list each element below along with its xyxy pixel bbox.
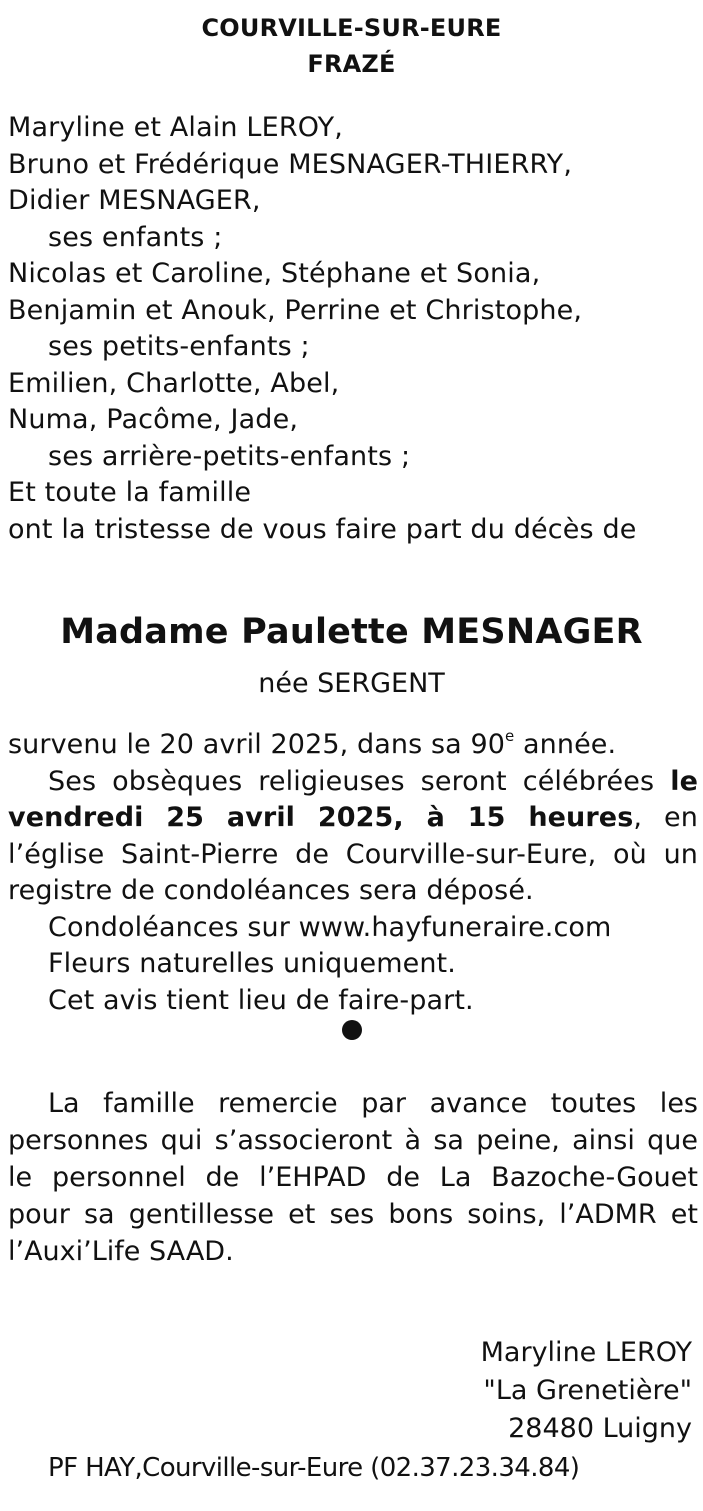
deceased-name: Madame Paulette MESNAGER (60, 612, 643, 652)
family-line: Maryline et Alain LEROY, (8, 112, 344, 143)
funeral-details (8, 727, 698, 1019)
thanks-text: La famille remercie par avance toutes les personnes qui s’associeront à sa peine, ainsi que le personnel de l’EHPAD de La Bazoche-Gouet pour sa gentillesse et ses bons soins, l’ADMR et l’Auxi’Life SAAD. (8, 1088, 698, 1267)
family-line: Bruno et Frédérique MESNAGER-THIERRY, (8, 148, 573, 180)
location-heading-secondary: FRAZÉ (307, 50, 396, 78)
ordinal-suffix: e (505, 727, 515, 745)
family-line: Numa, Pacôme, Jade, (8, 404, 299, 435)
funeral-datetime: le vendredi 25 avril 2025, à 15 heures (8, 765, 698, 833)
family-line: Benjamin et Anouk, Perrine et Christophe, (8, 294, 583, 326)
thanks-paragraph (8, 1085, 698, 1270)
location-heading-primary: COURVILLE-SUR-EURE (201, 14, 502, 42)
announcement-line: ont la tristesse de vous faire part du décès de (8, 513, 637, 545)
family-list (8, 110, 698, 548)
signature-place: "La Grenetière" (483, 1375, 692, 1406)
funeral-text: Ses obsèques religieuses seront célébrées (48, 765, 671, 797)
family-line: Emilien, Charlotte, Abel, (8, 367, 340, 399)
bullet-separator (342, 1020, 362, 1040)
family-line: Et toute la famille (8, 477, 252, 508)
funeral-location: , en l’église Saint-Pierre de Courville-sur-Eure, où un registre de condoléances sera déposé. (8, 802, 698, 906)
funeral-home-line: PF HAY,Courville-sur-Eure (02.37.23.34.84) (48, 1453, 580, 1483)
notice-line: Cet avis tient lieu de faire-part. (48, 984, 474, 1016)
family-line: Didier MESNAGER, (8, 185, 261, 216)
condolences-line: Condoléances sur www.hayfuneraire.com (48, 911, 612, 943)
family-role-line: ses petits-enfants ; (48, 331, 310, 362)
death-date-text: survenu le 20 avril 2025, dans sa 90 (8, 729, 505, 760)
signature-name: Maryline LEROY (480, 1337, 692, 1368)
death-date-paragraph (8, 727, 698, 764)
maiden-name: née SERGENT (258, 668, 445, 699)
flowers-line: Fleurs naturelles uniquement. (48, 948, 456, 979)
signature-city: 28480 Luigny (508, 1413, 692, 1444)
signature-block (481, 1334, 692, 1448)
family-line: Nicolas et Caroline, Stéphane et Sonia, (8, 258, 541, 289)
death-date-text-end: année. (514, 729, 617, 760)
family-role-line: ses arrière-petits-enfants ; (48, 440, 411, 472)
family-role-line: ses enfants ; (48, 221, 223, 253)
funeral-paragraph (8, 764, 698, 910)
